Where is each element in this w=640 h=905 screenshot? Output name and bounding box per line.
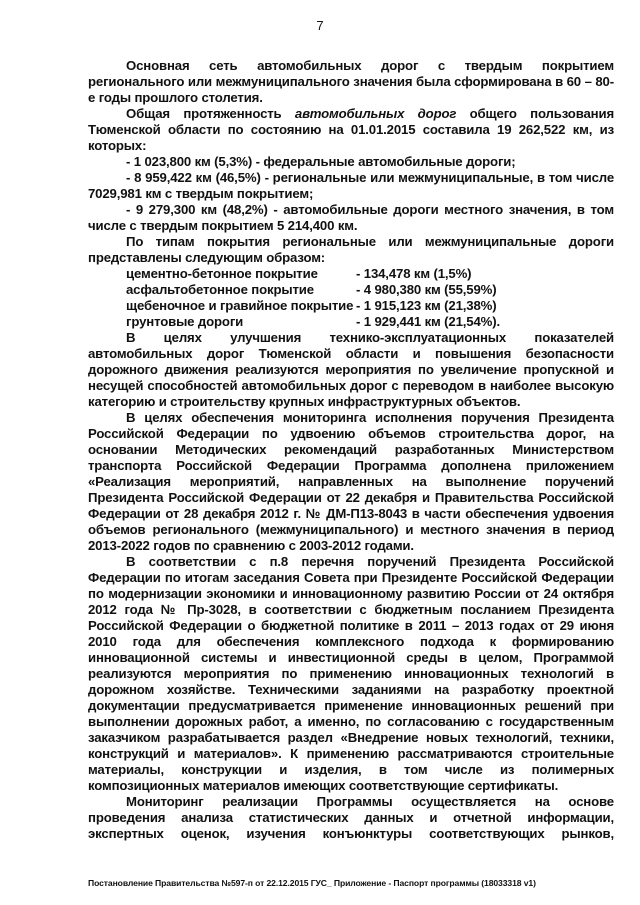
coverage-table	[126, 266, 614, 330]
road-length-list	[88, 154, 614, 234]
paragraph-total-length	[88, 106, 614, 154]
list-item-regional-roads: - 8 959,422 км (46,5%) - региональные или межмуниципальные, в том числе 7029,981 км с твердым покрытием;	[88, 170, 614, 201]
coverage-value-cement: - 134,478 км (1,5%)	[356, 266, 472, 281]
document-body	[88, 58, 614, 842]
document-footer: Постановление Правительства №597-п от 22.12.2015 ГУС_ Приложение - Паспорт программы (18033318 v1)	[88, 878, 536, 888]
coverage-type-cement: цементно-бетонное покрытие	[126, 266, 318, 281]
paragraph-coverage-types: По типам покрытия региональные или межмуниципальные дороги представлены следующим образом:	[88, 234, 614, 265]
total-length-text-end: общего пользования Тюменской области по состоянию на 01.01.2015 составила 19 262,522 км, из которых:	[88, 106, 615, 153]
coverage-value-gravel: - 1 915,123 км (21,38%)	[356, 298, 497, 313]
list-item-federal-roads: - 1 023,800 км (5,3%) - федеральные автомобильные дороги;	[126, 154, 516, 169]
paragraph-monitoring-presidential-order: В целях обеспечения мониторинга исполнения поручения Президента Российской Федерации по удвоению объемов строительства дорог, на основании Методических рекомендаций разработанных Министерством транспорта Российской Федерации Программа дополнена приложением «Реализация мероприятий, направленных на выполнение поручений Президента Российской Федерации от 22 декабря и Правительства Российской Федерации от 28 декабря 2012 г. № ДМ-П13-8043 в части обеспечения удвоения объемов регионального (межмуниципального) и местного значения в период 2013-2022 годов по сравнению с 2003-2012 годами.	[88, 410, 614, 553]
coverage-type-gravel: щебеночное и гравийное покрытие	[126, 298, 354, 313]
paragraph-road-network-history: Основная сеть автомобильных дорог с твердым покрытием регионального или межмуниципального значения была сформирована в 60 – 80-е годы прошлого столетия.	[88, 58, 614, 105]
coverage-type-asphalt: асфальтобетонное покрытие	[126, 282, 314, 297]
coverage-value-asphalt: - 4 980,380 км (55,59%)	[356, 282, 497, 297]
paragraph-program-monitoring: Мониторинг реализации Программы осуществляется на основе проведения анализа статистических данных и отчетной информации, экспертных оценок, изучения конъюнктуры соответствующих рынков,	[88, 794, 614, 841]
coverage-value-dirt: - 1 929,441 км (21,54%).	[356, 314, 500, 329]
total-length-italic-term: автомобильных дорог	[294, 106, 457, 121]
total-length-text-start: Общая протяженность	[126, 106, 295, 121]
paragraph-innovation-technologies: В соответствии с п.8 перечня поручений Президента Российской Федерации по итогам заседания Совета при Президенте Российской Федерации по модернизации экономики и инновационному развитию России от 24 октября 2012 года № Пр-3028, в соответствии с бюджетным посланием Президента Российской Федерации о бюджетной политике в 2011 – 2013 годах от 29 июня 2010 года для обеспечения комплексного подхода к формированию инновационной системы и инвестиционной среды в целом, Программой реализуются мероприятия по применению инновационных технологий в дорожном хозяйстве. Техническими заданиями на разработку проектной документации предусматривается применение инновационных решений при выполнении дорожных работ, а именно, по согласованию с государственным заказчиком разрабатывается раздел «Внедрение новых технологий, техники, конструкций и материалов». К применению рассматриваются строительные материалы, конструкции и изделия, в том числе из полимерных композиционных материалов имеющих соответствующие сертификаты.	[88, 554, 614, 793]
list-item-local-roads: - 9 279,300 км (48,2%) - автомобильные дороги местного значения, в том числе с твердым покрытием 5 214,400 км.	[88, 202, 614, 233]
paragraph-improvement-measures: В целях улучшения технико-эксплуатационных показателей автомобильных дорог Тюменской области и повышения безопасности дорожного движения реализуются мероприятия по увеличение пропускной и несущей способностей автомобильных дорог с переводом в наиболее высокую категорию и строительству крупных инфраструктурных объектов.	[88, 330, 614, 409]
page-number: 7	[316, 18, 324, 33]
coverage-type-dirt: грунтовые дороги	[126, 314, 244, 329]
